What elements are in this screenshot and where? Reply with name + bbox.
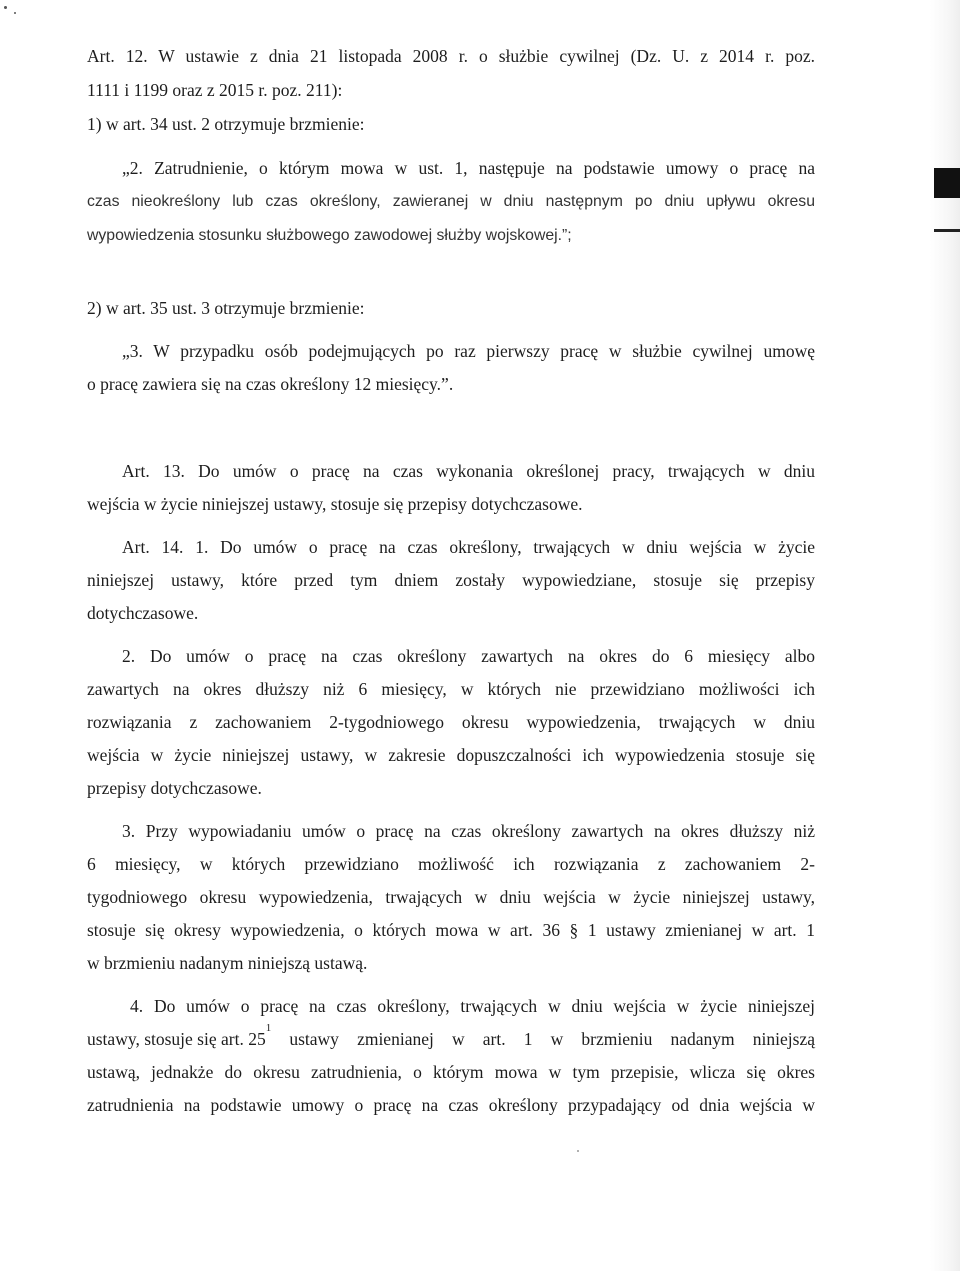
scan-speck (14, 12, 16, 14)
text-line: Art. 14. 1. Do umów o pracę na czas określony, trwających w dniu wejścia w życie (122, 537, 815, 557)
text-segment: ustawy zmienianej w art. 1 w brzmieniu nadanym niniejszą (271, 1029, 815, 1049)
text-line: o pracę zawiera się na czas określony 12 miesięcy.”. (87, 374, 454, 394)
text-line: w brzmieniu nadanym niniejszą ustawą. (87, 953, 368, 973)
text-line: Art. 13. Do umów o pracę na czas wykonania określonej pracy, trwających w dniu (122, 461, 815, 481)
text-line: dotychczasowe. (87, 603, 199, 623)
text-line-with-superscript (87, 1022, 815, 1050)
text-line: Art. 12. W ustawie z dnia 21 listopada 2008 r. o służbie cywilnej (Dz. U. z 2014 r. poz. (87, 46, 815, 66)
text-line: „3. W przypadku osób podejmujących po raz pierwszy pracę w służbie cywilnej umowę (122, 341, 815, 361)
text-line: zawartych na okres dłuższy niż 6 miesięcy, w których nie przewidziano możliwości ich (87, 679, 815, 699)
text-line: wypowiedzenia stosunku służbowego zawodowej służby wojskowej.”; (87, 227, 572, 244)
text-line: czas nieokreślony lub czas określony, zawieranej w dniu następnym po dniu upływu okresu (87, 193, 815, 210)
scan-speck (577, 1150, 579, 1152)
text-line: 2. Do umów o pracę na czas określony zawartych na okres do 6 miesięcy albo (122, 646, 815, 666)
text-line: 1) w art. 34 ust. 2 otrzymuje brzmienie: (87, 114, 365, 134)
superscript: 1 (265, 1022, 272, 1034)
scan-speck (4, 6, 7, 9)
text-line: zatrudnienia na podstawie umowy o pracę na czas określony przypadający od dnia wejścia w (87, 1095, 815, 1115)
text-line: rozwiązania z zachowaniem 2-tygodniowego okresu wypowiedzenia, trwających w dniu (87, 712, 815, 732)
text-line: 2) w art. 35 ust. 3 otrzymuje brzmienie: (87, 298, 365, 318)
text-line: niniejszej ustawy, które przed tym dniem zostały wypowiedziane, stosuje się przepisy (87, 570, 815, 590)
text-line: 4. Do umów o pracę na czas określony, trwających w dniu wejścia w życie niniejszej (130, 996, 815, 1016)
scan-registration-mark (934, 168, 960, 198)
text-line: ustawą, jednakże do okresu zatrudnienia, o którym mowa w tym przepisie, wlicza się okres (87, 1062, 815, 1082)
text-line: stosuje się okresy wypowiedzenia, o których mowa w art. 36 § 1 ustawy zmienianej w art. 1 (87, 920, 815, 940)
text-line: przepisy dotychczasowe. (87, 778, 262, 798)
text-line: 6 miesięcy, w których przewidziano możliwość ich rozwiązania z zachowaniem 2- (87, 854, 815, 874)
text-line: 1111 i 1199 oraz z 2015 r. poz. 211): (87, 80, 343, 100)
text-segment: ustawy, stosuje się art. 25 (87, 1029, 266, 1049)
scan-registration-line (934, 229, 960, 232)
text-line: wejścia w życie niniejszej ustawy, w zakresie dopuszczalności ich wypowiedzenia stosuje się (87, 745, 815, 765)
text-line: wejścia w życie niniejszej ustawy, stosuje się przepisy dotychczasowe. (87, 494, 583, 514)
text-line: 3. Przy wypowiadaniu umów o pracę na czas określony zawartych na okres dłuższy niż (122, 821, 815, 841)
text-line: tygodniowego okresu wypowiedzenia, trwających w dniu wejścia w życie niniejszej ustawy, (87, 887, 815, 907)
text-line: „2. Zatrudnienie, o którym mowa w ust. 1, następuje na podstawie umowy o pracę na (122, 158, 815, 178)
